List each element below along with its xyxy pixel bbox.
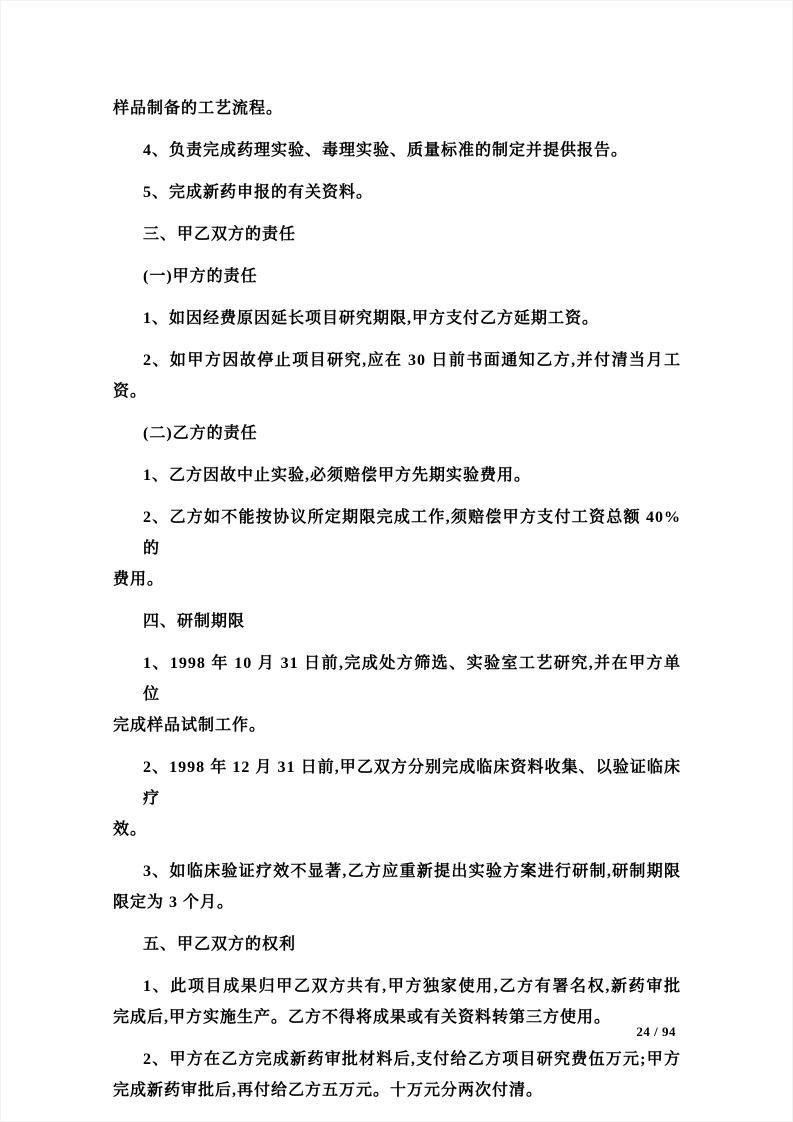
text-line: 完成新药审批后,再付给乙方五万元。十万元分两次付清。 bbox=[113, 1082, 544, 1099]
text-line: 3、如临床验证疗效不显著,乙方应重新提出实验方案进行研制,研制期限 bbox=[143, 863, 681, 880]
text-line: (二)乙方的责任 bbox=[143, 425, 258, 442]
text-line: (一)甲方的责任 bbox=[143, 268, 258, 285]
text-line: 1、乙方因故中止实验,必须赔偿甲方先期实验费用。 bbox=[143, 467, 532, 484]
text-line: 1、此项目成果归甲乙双方共有,甲方独家使用,乙方有署名权,新药审批 bbox=[143, 978, 681, 995]
text-line: 三、甲乙双方的责任 bbox=[143, 226, 297, 243]
paragraph bbox=[113, 460, 681, 491]
paragraph bbox=[113, 261, 681, 292]
paragraph bbox=[113, 418, 681, 449]
text-line: 1、1998 年 10 月 31 日前,完成处方筛选、实验室工艺研究,并在甲方单位 bbox=[143, 655, 681, 703]
text-line: 完成样品试制工作。 bbox=[113, 717, 267, 734]
paragraph bbox=[113, 856, 681, 918]
paragraph bbox=[113, 345, 681, 407]
document-body bbox=[113, 93, 681, 1117]
text-line: 5、完成新药申报的有关资料。 bbox=[143, 184, 374, 201]
paragraph bbox=[113, 177, 681, 208]
paragraph bbox=[113, 648, 681, 741]
text-line: 1、如因经费原因延长项目研究期限,甲方支付乙方延期工资。 bbox=[143, 310, 600, 327]
paragraph bbox=[113, 502, 681, 595]
paragraph bbox=[113, 1044, 681, 1106]
paragraph bbox=[113, 752, 681, 845]
text-line: 2、甲方在乙方完成新药审批材料后,支付给乙方项目研究费伍万元;甲方 bbox=[143, 1051, 681, 1068]
text-line: 4、负责完成药理实验、毒理实验、质量标准的制定并提供报告。 bbox=[143, 142, 629, 159]
text-line: 2、乙方如不能按协议所定期限完成工作,须赔偿甲方支付工资总额 40%的 bbox=[143, 509, 681, 557]
text-line: 效。 bbox=[113, 821, 148, 838]
text-line: 费用。 bbox=[113, 571, 165, 588]
text-line: 2、1998 年 12 月 31 日前,甲乙双方分别完成临床资料收集、以验证临床疗 bbox=[143, 759, 681, 807]
paragraph bbox=[113, 135, 681, 166]
paragraph bbox=[113, 929, 681, 960]
text-line: 五、甲乙双方的权利 bbox=[143, 936, 297, 953]
paragraph bbox=[113, 971, 681, 1033]
text-line: 四、研制期限 bbox=[143, 613, 246, 630]
paragraph bbox=[113, 219, 681, 250]
text-line: 限定为 3 个月。 bbox=[113, 894, 235, 911]
text-line: 2、如甲方因故停止项目研究,应在 30 日前书面通知乙方,并付清当月工 bbox=[143, 352, 681, 369]
paragraph bbox=[113, 303, 681, 334]
text-line: 完成后,甲方实施生产。乙方不得将成果或有关资料转第三方使用。 bbox=[113, 1009, 612, 1026]
page-number: 24 / 94 bbox=[636, 1024, 676, 1039]
text-line: 样品制备的工艺流程。 bbox=[113, 100, 284, 117]
text-line: 资。 bbox=[113, 383, 148, 400]
paragraph bbox=[113, 606, 681, 637]
paragraph bbox=[113, 93, 681, 124]
